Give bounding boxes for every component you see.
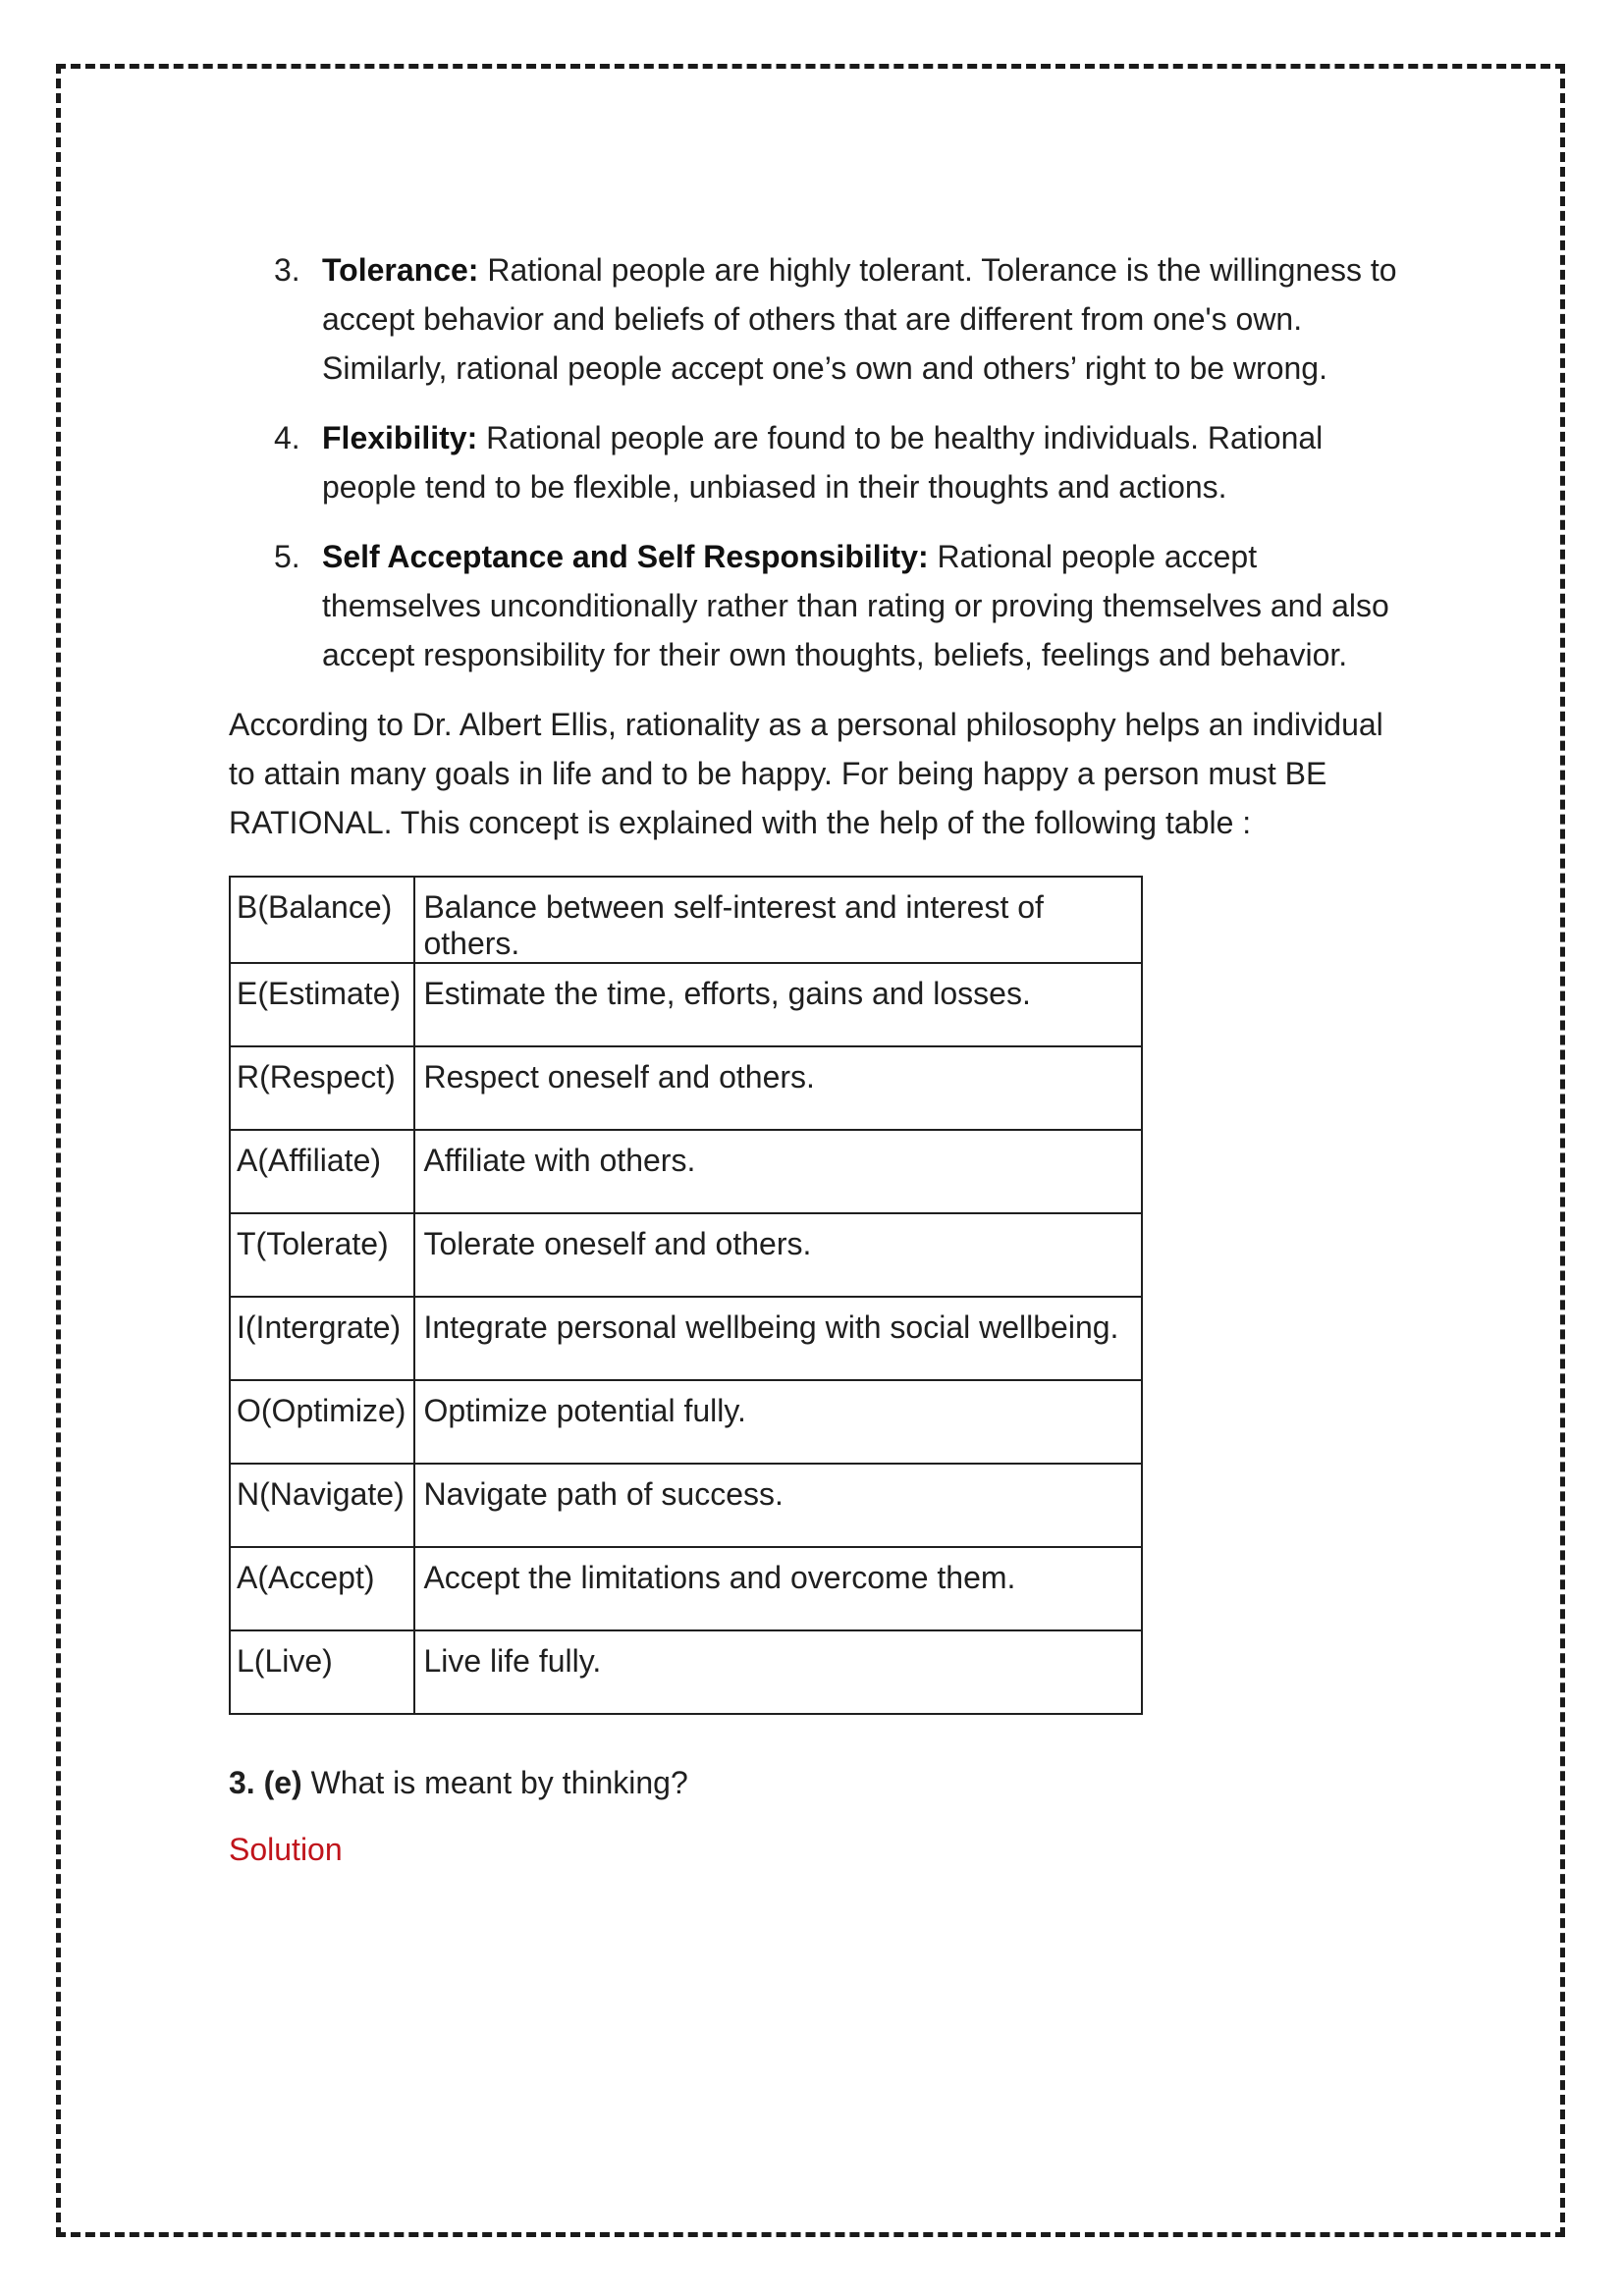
table-cell-meaning: Affiliate with others.: [414, 1130, 1142, 1213]
table-cell-meaning: Navigate path of success.: [414, 1464, 1142, 1547]
table-cell-letter: B(Balance): [230, 877, 414, 963]
table-row: [230, 1130, 1142, 1213]
list-term: Flexibility:: [322, 420, 478, 455]
table-cell-letter: L(Live): [230, 1630, 414, 1714]
table-row: [230, 877, 1142, 963]
rational-table: [229, 876, 1143, 1715]
table-row: [230, 1464, 1142, 1547]
table-cell-letter: N(Navigate): [230, 1464, 414, 1547]
list-number: 4.: [274, 420, 300, 455]
table-cell-letter: I(Intergrate): [230, 1297, 414, 1380]
table-cell-meaning: Balance between self-interest and interest of others.: [414, 877, 1142, 963]
table-cell-meaning: Optimize potential fully.: [414, 1380, 1142, 1464]
table-cell-meaning: Tolerate oneself and others.: [414, 1213, 1142, 1297]
table-cell-letter: T(Tolerate): [230, 1213, 414, 1297]
table-row: [230, 1213, 1142, 1297]
table-cell-letter: R(Respect): [230, 1046, 414, 1130]
list-item-flexibility: [229, 413, 1407, 511]
list-number: 3.: [274, 252, 300, 288]
list-term: Tolerance:: [322, 252, 479, 288]
table-row: [230, 1046, 1142, 1130]
question-text: What is meant by thinking?: [301, 1765, 688, 1800]
list-text: Rational people are highly tolerant. Tolerance is the willingness to accept behavior and beliefs of others that are different from one's own. Similarly, rational people accept one’s own and others’ right to be wrong.: [322, 252, 1397, 386]
table-cell-letter: A(Affiliate): [230, 1130, 414, 1213]
list-item-tolerance: [229, 245, 1407, 393]
table-cell-meaning: Integrate personal wellbeing with social wellbeing.: [414, 1297, 1142, 1380]
solution-heading: Solution: [229, 1832, 343, 1867]
list-text: Rational people are found to be healthy individuals. Rational people tend to be flexible, unbiased in their thoughts and actions.: [322, 420, 1324, 505]
table-row: [230, 1297, 1142, 1380]
intro-paragraph: According to Dr. Albert Ellis, rationality as a personal philosophy helps an individual to attain many goals in life and to be happy. For being happy a person must BE RATIONAL. This concept is explained with the help of the following table :: [229, 707, 1383, 840]
table-row: [230, 1547, 1142, 1630]
list-item-self-acceptance: [229, 532, 1407, 679]
table-cell-meaning: Live life fully.: [414, 1630, 1142, 1714]
numbered-list: [229, 245, 1407, 679]
document-content: [229, 245, 1407, 1874]
table-row: [230, 1380, 1142, 1464]
list-text: Rational people accept themselves unconditionally rather than rating or proving themselves and also accept responsibility for their own thoughts, beliefs, feelings and behavior.: [322, 539, 1389, 672]
question-number: 3. (e): [229, 1765, 302, 1800]
table-row: [230, 963, 1142, 1046]
table-cell-meaning: Estimate the time, efforts, gains and losses.: [414, 963, 1142, 1046]
table-row: [230, 1630, 1142, 1714]
table-cell-meaning: Accept the limitations and overcome them.: [414, 1547, 1142, 1630]
table-cell-letter: A(Accept): [230, 1547, 414, 1630]
question: [229, 1758, 1407, 1807]
list-term: Self Acceptance and Self Responsibility:: [322, 539, 929, 574]
list-number: 5.: [274, 539, 300, 574]
table-cell-meaning: Respect oneself and others.: [414, 1046, 1142, 1130]
table-cell-letter: O(Optimize): [230, 1380, 414, 1464]
table-cell-letter: E(Estimate): [230, 963, 414, 1046]
